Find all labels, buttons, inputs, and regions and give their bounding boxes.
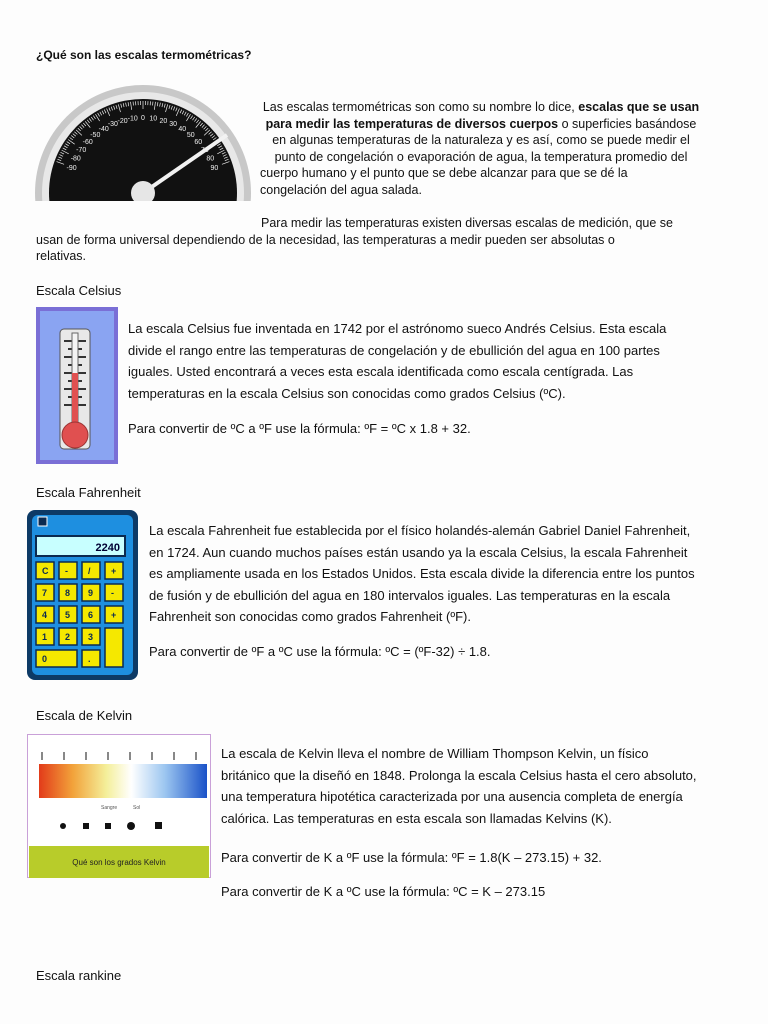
gauge-label: 60 (194, 138, 203, 146)
calculator-image (26, 509, 139, 681)
kelvin-formula-c: Para convertir de K a ºC use la fórmula: ºC = K – 273.15 (221, 884, 546, 899)
intro-text: congelación del agua salada. (260, 182, 422, 197)
gauge-label: -50 (90, 131, 101, 139)
fahrenheit-formula: Para convertir de ºF a ºC use la fórmula: ºC = (ºF-32) ÷ 1.8. (149, 644, 491, 659)
calc-key-label: 0 (42, 654, 48, 664)
gauge-label: 80 (206, 155, 215, 163)
calc-key-label: 9 (88, 588, 94, 598)
gauge-label: -10 (127, 115, 138, 123)
calc-key-label: 6 (88, 610, 94, 620)
kelvin-image-caption: Qué son los grados Kelvin (72, 858, 166, 867)
fahrenheit-text: Fahrenheit son conocidas como grados Fahrenheit (ºF). (149, 609, 471, 624)
kelvin-text: calórica. Las temperaturas en esta escala son llamadas Kelvins (K). (221, 810, 612, 826)
calc-key (59, 562, 77, 579)
thermometer-gauge-image (35, 83, 251, 201)
intro-paragraph (236, 99, 726, 199)
kelvin-image-label: Sol (133, 805, 141, 811)
calc-key-label: 2 (65, 632, 71, 642)
page-title: ¿Qué son las escalas termométricas? (36, 48, 252, 62)
kelvin-image (27, 734, 211, 878)
kelvin-heading: Escala de Kelvin (36, 708, 133, 723)
gauge-label: -80 (70, 155, 81, 163)
fahrenheit-text: de fusión y de ebullición del agua en 180 intervalos iguales. Las temperaturas en la escala (149, 587, 671, 603)
calc-key-label: 4 (42, 610, 48, 620)
kelvin-image-label: Sangre (101, 805, 118, 811)
intro-text: Para medir las temperaturas existen diversas escalas de medición, que se (261, 216, 674, 230)
celsius-text: divide el rango entre las temperaturas de congelación y de ebullición del agua en 100 partes (128, 342, 660, 358)
intro-text: relativas. (36, 249, 87, 264)
kelvin-formula-f: Para convertir de K a ºF use la fórmula: ºF = 1.8(K – 273.15) + 32. (221, 850, 602, 865)
gauge-label: 30 (169, 121, 178, 129)
fahrenheit-text: La escala Fahrenheit fue establecida por el físico holandés-alemán Gabriel Daniel Fahrenheit, (149, 523, 691, 538)
fahrenheit-text: en 1724. Aun cuando muchos países están usando ya la escala Celsius, la escala Fahrenheit (149, 544, 688, 560)
intro-text: Las escalas termométricas son como su nombre lo dice, (262, 100, 575, 114)
calc-key (105, 584, 123, 601)
gauge-label: -70 (76, 146, 87, 154)
intro-text: o superficies basándose (561, 116, 697, 131)
gauge-label: -20 (117, 117, 128, 125)
kelvin-paragraph (221, 743, 751, 829)
intro-text: cuerpo humano y el punto que se debe alcanzar para que se dé la (260, 166, 628, 181)
kelvin-text: una temperatura hipotética caracterizada por una ausencia completa de energía (221, 789, 683, 804)
calc-key-label: C (42, 566, 49, 576)
gauge-label: -60 (82, 138, 93, 146)
gauge-label: 20 (159, 117, 168, 125)
calc-key-label: + (111, 566, 117, 576)
gauge-label: 40 (178, 125, 187, 133)
calc-key-label: 7 (42, 588, 48, 598)
calc-key-label: - (111, 588, 114, 598)
fahrenheit-paragraph (149, 520, 749, 628)
fahrenheit-text: es ampliamente usada en los Estados Unidos. Esta escala divide la diferencia entre los puntos (149, 566, 695, 581)
intro-paragraph-2 (36, 215, 736, 265)
calc-key-label: / (88, 566, 91, 576)
gauge-label: -90 (66, 165, 77, 173)
celsius-heading: Escala Celsius (36, 283, 122, 298)
calc-display: 2240 (95, 542, 120, 554)
gauge-label: 0 (141, 115, 145, 122)
celsius-text: temperaturas en la escala Celsius son conocidas como grados Celsius (ºC). (128, 385, 566, 401)
rankine-heading: Escala rankine (36, 968, 122, 983)
calc-key (82, 562, 100, 579)
intro-bold: para medir las temperaturas de diversos cuerpos (265, 116, 559, 131)
intro-text: punto de congelación o evaporación de agua, la temperatura promedio del (274, 149, 688, 164)
intro-text: en algunas temperaturas de la naturaleza y es así, como se puede medir el (272, 133, 690, 148)
gauge-label: 50 (186, 131, 195, 139)
celsius-formula: Para convertir de ºC a ºF use la fórmula: ºF = ºC x 1.8 + 32. (128, 421, 471, 436)
intro-text: usan de forma universal dependiendo de la necesidad, las temperaturas a medir pueden ser absolutas o (36, 232, 615, 247)
kelvin-text: La escala de Kelvin lleva el nombre de William Thompson Kelvin, un físico (221, 746, 649, 761)
calc-key-label: + (111, 610, 117, 620)
celsius-text: La escala Celsius fue inventada en 1742 por el astrónomo sueco Andrés Celsius. Esta escala (128, 321, 667, 336)
celsius-paragraph (128, 318, 748, 404)
gauge-label: 10 (149, 115, 158, 123)
gauge-label: -30 (107, 121, 118, 129)
kelvin-text: británico que la diseñó en 1848. Prolonga la escala Celsius hasta el cero absoluto, (221, 767, 697, 783)
intro-bold: escalas que se usan (578, 100, 700, 114)
calc-key-label: - (65, 566, 68, 576)
calc-key-label: 3 (88, 632, 94, 642)
calc-key-label: 5 (65, 610, 71, 620)
calc-key-label: . (88, 654, 91, 664)
calc-key-label: 8 (65, 588, 71, 598)
calc-key (105, 628, 123, 667)
gauge-label: -40 (98, 125, 109, 133)
calc-key-label: 1 (42, 632, 48, 642)
calc-key (82, 650, 100, 667)
fahrenheit-heading: Escala Fahrenheit (36, 485, 141, 500)
thermometer-image (36, 307, 118, 464)
celsius-text: iguales. Usted encontrará a veces esta escala identificada como escala centígrada. Las (128, 364, 634, 379)
gauge-label: 90 (210, 165, 219, 173)
